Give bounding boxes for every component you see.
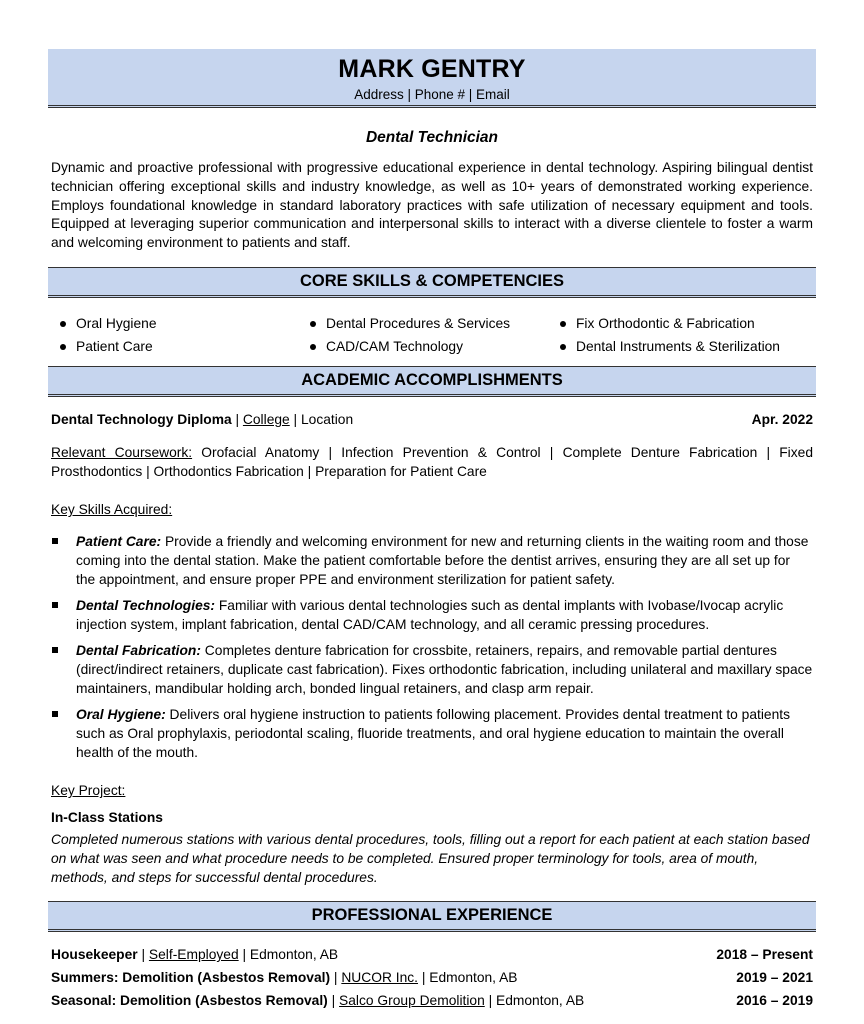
project-title: In-Class Stations	[51, 810, 163, 825]
degree-name: Dental Technology Diploma	[51, 412, 232, 427]
relevant-coursework	[51, 443, 813, 481]
key-skill-item	[51, 705, 813, 762]
job-role: Housekeeper	[51, 947, 138, 962]
separator: |	[418, 970, 430, 985]
candidate-name: MARK GENTRY	[338, 55, 526, 83]
header-band	[48, 49, 816, 108]
separator: |	[327, 993, 340, 1008]
project-description: Completed numerous stations with various dental procedures, tools, filling out a report for each patient at each station based on what was seen and what procedure needs to be completed. Ensured proper terminology for tools, area of mouth, methods, and steps for successful dental procedures.	[51, 832, 810, 885]
skills-column-1	[50, 312, 157, 358]
separator: |	[484, 993, 497, 1008]
job-location: Edmonton, AB	[249, 947, 339, 962]
job-dates: 2018 – Present	[716, 947, 813, 962]
skill-item: Oral Hygiene	[50, 312, 157, 335]
skill-item: CAD/CAM Technology	[300, 335, 510, 358]
key-skill-text: Delivers oral hygiene instruction to patients following placement. Provides dental treatment to patients such as Oral prophylaxis, periodontal scaling, fluoride treatments, and oral hygiene education to maintain the overall health of the mouth.	[76, 707, 790, 760]
square-bullet-icon	[52, 647, 58, 653]
section-heading-academic: ACADEMIC ACCOMPLISHMENTS	[48, 366, 816, 397]
key-skill-item	[51, 532, 813, 589]
contact-line: Address | Phone # | Email	[354, 87, 510, 102]
square-bullet-icon	[52, 711, 58, 717]
skill-item: Fix Orthodontic & Fabrication	[550, 312, 780, 335]
key-skill-title: Patient Care:	[76, 534, 162, 549]
job-role: Seasonal: Demolition (Asbestos Removal)	[51, 993, 328, 1008]
key-skill-text: Provide a friendly and welcoming environment for new and returning clients in the waiting room and those coming into the dental station. Make the patient comfortable before the dentist arrives, ensuring they are all set up for the appointment, and ensure proper PPE and environment sterilization for patient safety.	[76, 534, 809, 587]
separator: |	[330, 970, 342, 985]
key-skill-text: Familiar with various dental technologies such as dental implants with Ivobase/Ivocap acrylic injection system, implant fabrication, dental CAD/CAM technology, and all ceramic pressing procedures.	[76, 598, 784, 632]
company-link[interactable]: NUCOR Inc.	[341, 970, 419, 985]
company-link[interactable]: Salco Group Demolition	[339, 993, 485, 1008]
square-bullet-icon	[52, 538, 58, 544]
skill-item: Patient Care	[50, 335, 157, 358]
key-project-label: Key Project:	[51, 783, 126, 798]
job-location: Edmonton, AB	[429, 970, 518, 985]
school-location: Location	[300, 412, 354, 427]
job-role: Summers: Demolition (Asbestos Removal)	[51, 970, 331, 985]
experience-row	[51, 968, 813, 987]
school-link[interactable]: College	[242, 412, 290, 427]
company-link[interactable]: Self-Employed	[148, 947, 239, 962]
key-skill-text: Completes denture fabrication for crossbite, retainers, repairs, and removable partial dentures (direct/indirect retainers, duplicate cast fabrication). Fixes orthodontic fabrication, including unilateral and maxillary space maintainers, mandibular holding arch, bonded lingual retainers, and clasp arm repair.	[76, 643, 813, 696]
job-dates: 2019 – 2021	[736, 970, 813, 985]
education-entry	[51, 410, 353, 429]
square-bullet-icon	[52, 602, 58, 608]
key-skill-title: Oral Hygiene:	[76, 707, 166, 722]
separator: |	[231, 412, 243, 427]
separator: |	[238, 947, 250, 962]
skills-column-2	[300, 312, 510, 358]
separator: |	[289, 412, 301, 427]
coursework-label: Relevant Coursework:	[51, 445, 193, 460]
job-location: Edmonton, AB	[496, 993, 585, 1008]
education-date: Apr. 2022	[751, 412, 813, 427]
key-skills-label: Key Skills Acquired:	[51, 502, 173, 517]
skills-column-3	[550, 312, 780, 358]
job-title: Dental Technician	[365, 129, 499, 146]
coursework-list: Orofacial Anatomy | Infection Prevention & Control | Complete Denture Fabrication | Fixed Prosthodontics | Orthodontics Fabrication | Preparation for Patient Care	[51, 445, 813, 479]
separator: |	[137, 947, 149, 962]
job-dates: 2016 – 2019	[736, 993, 813, 1008]
skill-item: Dental Procedures & Services	[300, 312, 510, 335]
key-skill-item	[51, 596, 813, 634]
key-skill-item	[51, 641, 813, 698]
professional-summary: Dynamic and proactive professional with progressive educational experience in dental technology. Aspiring bilingual dentist technician offering exceptional skills and industry knowledge, as well as 10+ years of demonstrated working experience. Employs foundational knowledge in standard laboratory practices with safe utilization of necessary equipment and tools. Equipped at leveraging superior communication and interpersonal skills to interact with a diverse clientele to foster a warm and welcoming environment to patients and staff.	[51, 160, 813, 251]
section-heading-experience: PROFESSIONAL EXPERIENCE	[48, 901, 816, 932]
key-skill-title: Dental Technologies:	[76, 598, 216, 613]
experience-row	[51, 991, 813, 1010]
key-skills-list	[51, 532, 813, 769]
skill-item: Dental Instruments & Sterilization	[550, 335, 780, 358]
key-skill-title: Dental Fabrication:	[76, 643, 201, 658]
section-heading-skills: CORE SKILLS & COMPETENCIES	[48, 267, 816, 298]
experience-row	[51, 945, 813, 964]
